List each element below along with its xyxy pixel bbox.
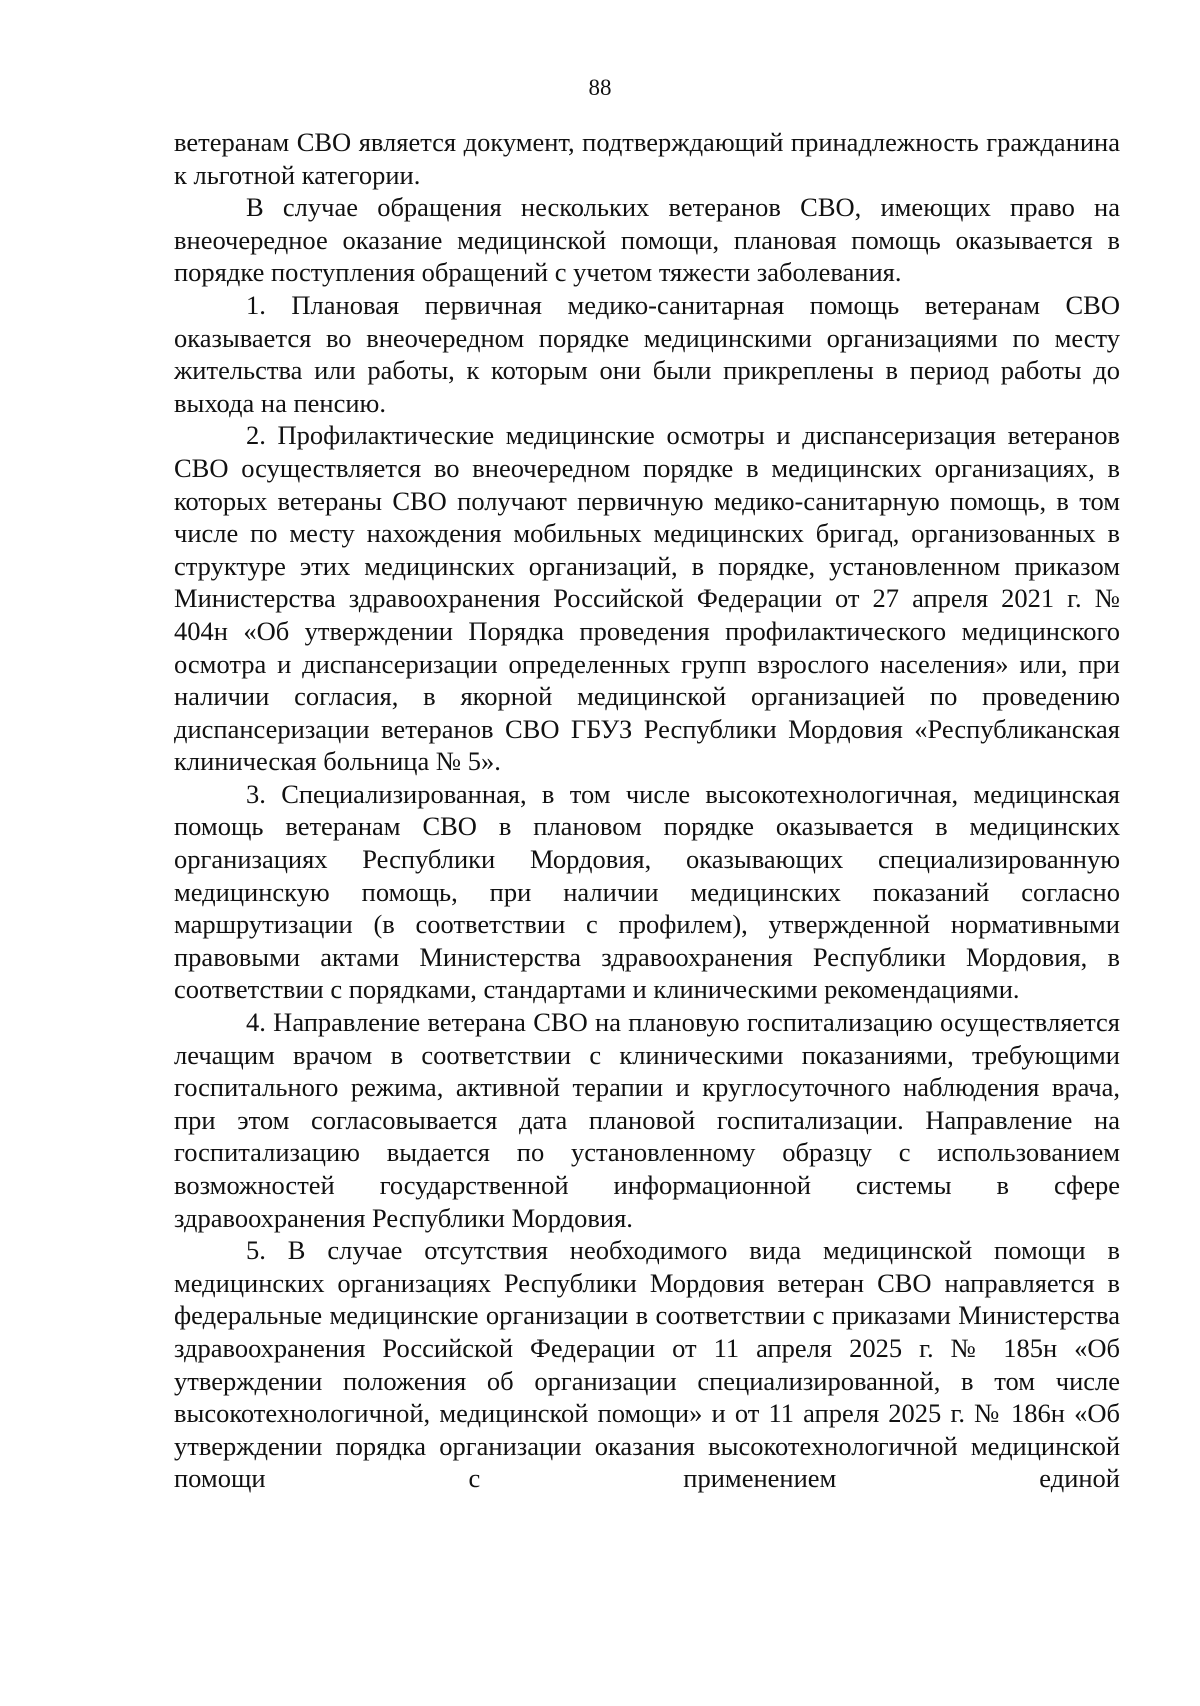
paragraph-item-5: 5. В случае отсутствия необходимого вида медицинской помощи в медицинских организациях Республики Мордовия ветеран СВО направляется в федеральные медицинские организации в соответствии с приказами Министерства здравоохранения Российской Федерации от 11 апреля 2025 г. № 185н «Об утверждении положения об организации специализированной, в том числе высокотехнологичной, медицинской помощи» и от 11 апреля 2025 г. № 186н «Об утверждении порядка организации оказания высокотехнологичной медицинской помощи с применением единой (174, 1235, 1120, 1494)
paragraph-item-4: 4. Направление ветерана СВО на плановую госпитализацию осуществляется лечащим врачом в соответствии с клиническими показаниями, требующими госпитального режима, активной терапии и круглосуточного наблюдения врача, при этом согласовывается дата плановой госпитализации. Направление на госпитализацию выдается по установленному образцу с использованием возможностей государственной информационной системы в сфере здравоохранения Республики Мордовия. (174, 1007, 1120, 1233)
paragraph-item-1: 1. Плановая первичная медико-санитарная помощь ветеранам СВО оказывается во внеочередном порядке медицинскими организациями по месту жительства или работы, к которым они были прикреплены в период работы до выхода на пенсию. (174, 289, 1120, 418)
paragraph-continuation: ветеранам СВО является документ, подтверждающий принадлежность гражданина к льготной категории. (174, 127, 1120, 190)
paragraph-item-2: 2. Профилактические медицинские осмотры и диспансеризация ветеранов СВО осуществляется во внеочередном порядке в медицинских организациях, в которых ветераны СВО получают первичную медико-санитарную помощь, в том числе по месту нахождения мобильных медицинских бригад, организованных в структуре этих медицинских организаций, в порядке, установленном приказом Министерства здравоохранения Российской Федерации от 27 апреля 2021 г. № 404н «Об утверждении Порядка проведения профилактического медицинского осмотра и диспансеризации определенных групп взрослого населения» или, при наличии согласия, в якорной медицинской организацией по проведению диспансеризации ветеранов СВО ГБУЗ Республики Мордовия «Республиканская клиническая больница № 5». (174, 420, 1120, 777)
paragraph-item-3: 3. Специализированная, в том числе высокотехнологичная, медицинская помощь ветеранам СВО в плановом порядке оказывается в медицинских организациях Республики Мордовия, оказывающих специализированную медицинскую помощь, при наличии медицинских показаний согласно маршрутизации (в соответствии с профилем), утвержденной нормативными правовыми актами Министерства здравоохранения Республики Мордовия, в соответствии с порядками, стандартами и клиническими рекомендациями. (174, 778, 1120, 1005)
document-body (174, 126, 1120, 1495)
page-number: 88 (588, 75, 612, 100)
paragraph-multiple-applications: В случае обращения нескольких ветеранов СВО, имеющих право на внеочередное оказание медицинской помощи, плановая помощь оказывается в порядке поступления обращений с учетом тяжести заболевания. (174, 192, 1120, 288)
